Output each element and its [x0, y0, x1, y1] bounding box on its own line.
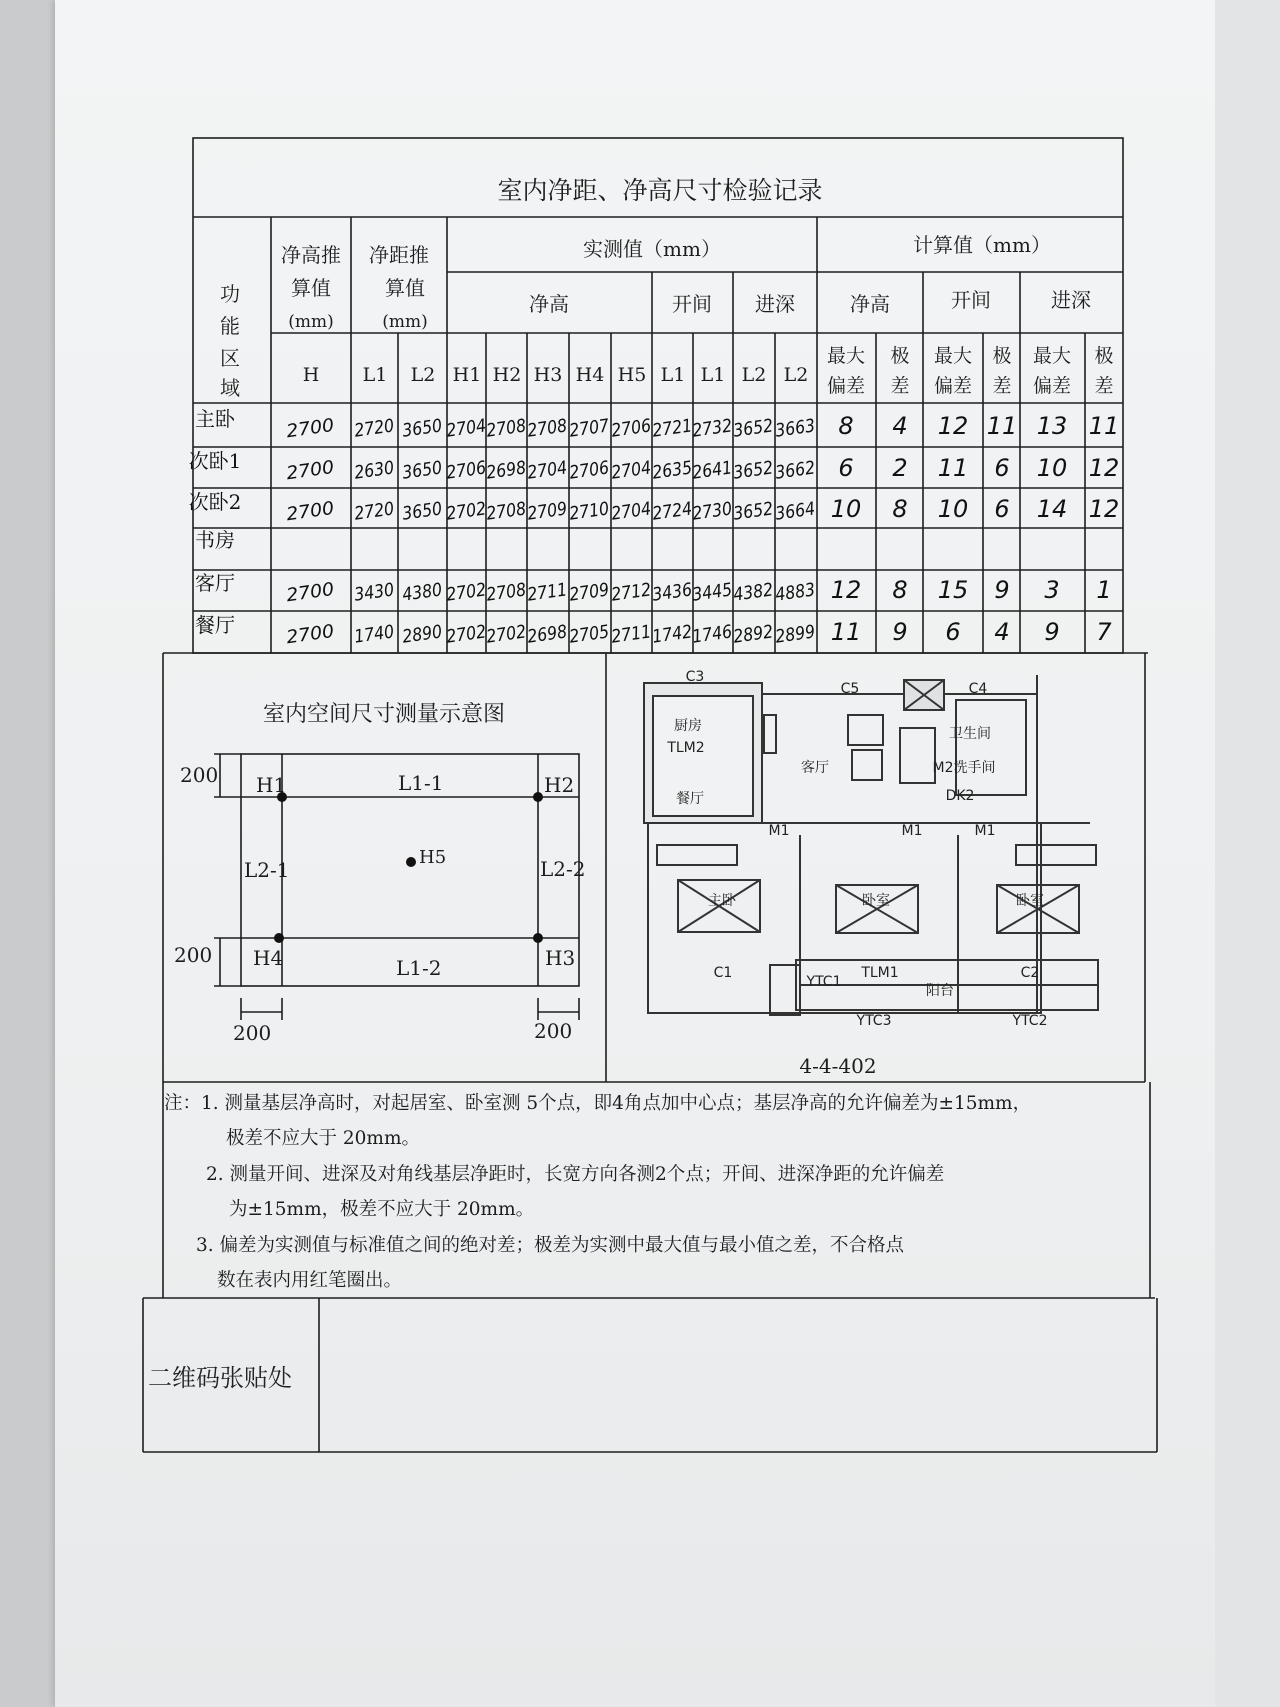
calc-sub-3-a: 极	[992, 345, 1012, 367]
cell-r1-c8: 2635	[650, 456, 700, 484]
svg-text:功: 功	[220, 282, 240, 306]
cell-r0-c3: 2704	[444, 414, 494, 442]
cell-r1-c14: 11	[937, 454, 969, 482]
calc-sub-5-a: 极	[1094, 345, 1114, 367]
col-code-0: H	[302, 364, 320, 386]
cell-r0-c7: 2706	[609, 414, 659, 442]
col-code-10: L2	[741, 364, 767, 386]
cell-r4-c5: 2711	[525, 578, 575, 606]
schematic-title: 室内空间尺寸测量示意图	[262, 702, 506, 727]
calc-sub-0-a: 最大	[826, 345, 866, 367]
plan-label-16: C1	[713, 965, 733, 981]
cell-r4-c17: 1	[1096, 576, 1112, 604]
dim-right: 200	[534, 1019, 573, 1043]
cell-r2-c5: 2709	[525, 497, 575, 525]
l-est-header-line2: 算值	[385, 276, 425, 300]
cell-r2-c9: 2730	[690, 497, 740, 525]
plan-label-10: M1	[768, 823, 790, 839]
cell-r2-c12: 10	[830, 495, 862, 523]
plan-label-18: C2	[1020, 965, 1040, 981]
cell-r4-c4: 2708	[484, 578, 534, 606]
plan-label-6: 卫生间	[949, 726, 991, 742]
cell-r1-c9: 2641	[690, 456, 740, 484]
col-code-2: L2	[410, 364, 436, 386]
col-code-11: L2	[783, 364, 809, 386]
col-code-4: H2	[492, 364, 522, 386]
measurement-schematic	[174, 702, 586, 1045]
calc-sub-2-a: 最大	[933, 345, 973, 367]
col-code-7: H5	[617, 364, 647, 386]
cell-r5-c10: 2892	[731, 620, 781, 648]
cell-r4-c3: 2702	[444, 578, 494, 606]
cell-r5-c4: 2702	[484, 620, 534, 648]
svg-text:能: 能	[220, 314, 240, 338]
l-est-header-line1: 净距推	[369, 243, 429, 267]
measured-header: 实测值（mm）	[583, 237, 721, 261]
cell-r4-c9: 3445	[690, 578, 740, 606]
calc-kaijian: 开间	[951, 288, 991, 312]
plan-label-17: TLM1	[861, 965, 899, 981]
cell-r1-c10: 3652	[731, 456, 781, 484]
row-area-5: 餐厅	[195, 613, 235, 637]
cell-r1-c16: 10	[1036, 454, 1068, 482]
label-h1: H1	[256, 773, 287, 797]
l-est-header-unit: (mm)	[382, 312, 428, 332]
plan-label-11: M1	[901, 823, 923, 839]
cell-r5-c3: 2702	[444, 620, 494, 648]
point-h2	[533, 792, 543, 802]
plan-label-21: YTC3	[856, 1013, 892, 1029]
area-header	[220, 282, 240, 400]
dim-left: 200	[233, 1021, 272, 1045]
calc-sub-3-b: 差	[992, 375, 1012, 397]
cell-r5-c13: 9	[892, 618, 908, 646]
calc-sub-4-b: 偏差	[1032, 375, 1072, 397]
cell-r2-c2: 3650	[400, 497, 450, 525]
svg-text:域: 域	[220, 376, 240, 400]
cell-r1-c4: 2698	[484, 456, 534, 484]
cell-r5-c1: 1740	[352, 620, 402, 648]
col-code-5: H3	[533, 364, 563, 386]
note-3-line-1: 3. 偏差为实测值与标准值之间的绝对差；极差为实测中最大值与最小值之差，不合格点	[196, 1235, 905, 1256]
cell-r5-c11: 2899	[773, 620, 823, 648]
plan-label-4: TLM2	[667, 740, 705, 756]
calc-sub-4-a: 最大	[1032, 345, 1072, 367]
plan-label-15: 卧室	[1016, 893, 1044, 909]
cell-r4-c15: 9	[994, 576, 1010, 604]
col-code-9: L1	[700, 364, 726, 386]
note-2-line-2: 为±15mm，极差不应大于 20mm。	[229, 1199, 535, 1220]
cell-r2-c4: 2708	[484, 497, 534, 525]
note-3-line-2: 数在表内用红笔圈出。	[217, 1270, 403, 1291]
plan-label-0: C3	[685, 669, 705, 685]
cell-r2-c13: 8	[892, 495, 908, 523]
cell-r0-c13: 4	[892, 412, 908, 440]
cell-r0-c15: 11	[986, 412, 1018, 440]
cell-r5-c5: 2698	[525, 620, 575, 648]
cell-r5-c9: 1746	[690, 620, 740, 648]
cell-r0-c9: 2732	[690, 414, 740, 442]
cell-r5-c16: 9	[1044, 618, 1060, 646]
calc-sub-1-b: 差	[890, 375, 910, 397]
cell-r2-c3: 2702	[444, 497, 494, 525]
plan-label-7: M2洗手间	[932, 760, 996, 776]
dim-bottom: 200	[174, 943, 213, 967]
plan-label-20: YTC1	[806, 974, 842, 990]
qr-code-area-label: 二维码张贴处	[148, 1364, 292, 1392]
calc-jinshen: 进深	[1051, 288, 1091, 312]
cell-r1-c13: 2	[892, 454, 908, 482]
plan-label-3: 厨房	[674, 718, 702, 734]
row-area-3: 书房	[195, 528, 235, 552]
cell-r0-c6: 2707	[567, 414, 617, 442]
measured-jinshen: 进深	[755, 292, 795, 316]
label-l1-1: L1-1	[398, 771, 444, 795]
cell-r4-c7: 2712	[609, 578, 659, 606]
plan-caption: 4-4-402	[799, 1054, 877, 1078]
cell-r5-c0: 2700	[285, 621, 334, 649]
cell-r0-c10: 3652	[731, 414, 781, 442]
cell-r1-c6: 2706	[567, 456, 617, 484]
cell-r5-c12: 11	[830, 618, 862, 646]
measured-kaijian: 开间	[672, 292, 712, 316]
label-l2-1: L2-1	[244, 858, 290, 882]
plan-label-14: 卧室	[862, 893, 890, 909]
plan-label-2: C4	[968, 681, 988, 697]
cell-r0-c16: 13	[1036, 412, 1068, 440]
cell-r4-c13: 8	[892, 576, 908, 604]
label-l2-2: L2-2	[540, 857, 586, 881]
note-1-line-1: 注：1. 测量基层净高时，对起居室、卧室测 5个点，即4角点加中心点；基层净高的允许偏差为±15mm，	[164, 1093, 1032, 1114]
cell-r4-c11: 4883	[773, 578, 823, 606]
cell-r4-c2: 4380	[400, 578, 450, 606]
cell-r0-c4: 2708	[484, 414, 534, 442]
cell-r0-c17: 11	[1088, 412, 1120, 440]
cell-r0-c8: 2721	[650, 414, 700, 442]
label-h2: H2	[544, 773, 575, 797]
plan-label-12: M1	[974, 823, 996, 839]
col-code-3: H1	[452, 364, 482, 386]
cell-r2-c11: 3664	[773, 497, 823, 525]
cell-r5-c8: 1742	[650, 620, 700, 648]
cell-r1-c2: 3650	[400, 456, 450, 484]
cell-r1-c1: 2630	[352, 456, 402, 484]
label-h4: H4	[253, 946, 284, 970]
cell-r1-c5: 2704	[525, 456, 575, 484]
point-h3	[533, 933, 543, 943]
calc-jinggao: 净高	[850, 292, 890, 316]
cell-r2-c0: 2700	[285, 498, 334, 526]
cell-r2-c16: 14	[1036, 495, 1068, 523]
cell-r2-c10: 3652	[731, 497, 781, 525]
cell-r5-c15: 4	[994, 618, 1010, 646]
cell-r1-c12: 6	[838, 454, 854, 482]
cell-r1-c7: 2704	[609, 456, 659, 484]
cell-r1-c0: 2700	[285, 457, 334, 485]
cell-r4-c6: 2709	[567, 578, 617, 606]
note-1-line-2: 极差不应大于 20mm。	[226, 1128, 421, 1149]
cell-r1-c15: 6	[994, 454, 1010, 482]
cell-r0-c14: 12	[937, 412, 969, 440]
note-2-line-1: 2. 测量开间、进深及对角线基层净距时，长宽方向各测2个点；开间、进深净距的允许偏差	[206, 1164, 945, 1185]
calc-header: 计算值（mm）	[913, 233, 1051, 257]
h-est-header-unit: (mm)	[288, 312, 334, 332]
col-code-1: L1	[362, 364, 388, 386]
form-title: 室内净距、净高尺寸检验记录	[497, 176, 823, 205]
plan-label-13: 主卧	[708, 893, 736, 909]
point-h4	[274, 933, 284, 943]
cell-r0-c12: 8	[838, 412, 854, 440]
plan-label-8: DK2	[945, 788, 975, 804]
plan-label-9: 餐厅	[676, 791, 704, 807]
cell-r4-c10: 4382	[731, 578, 781, 606]
h-est-header-line2: 算值	[291, 276, 331, 300]
calc-subheaders	[827, 344, 1114, 397]
plan-label-5: 客厅	[801, 760, 829, 776]
row-area-1: 次卧1	[188, 449, 242, 473]
h-est-header-line1: 净高推	[281, 243, 341, 267]
cell-r4-c8: 3436	[650, 578, 700, 606]
cell-r5-c7: 2711	[609, 620, 659, 648]
cell-r2-c8: 2724	[650, 497, 700, 525]
calc-sub-1-a: 极	[890, 345, 910, 367]
calc-sub-5-b: 差	[1094, 375, 1114, 397]
cell-r2-c6: 2710	[567, 497, 617, 525]
dim-top: 200	[180, 763, 219, 787]
cell-r1-c17: 12	[1088, 454, 1120, 482]
col-code-6: H4	[575, 364, 605, 386]
col-code-8: L1	[660, 364, 686, 386]
cell-r0-c5: 2708	[525, 414, 575, 442]
cell-r0-c0: 2700	[285, 415, 334, 443]
cell-r4-c1: 3430	[352, 578, 402, 606]
label-h5: H5	[419, 847, 447, 868]
cell-r0-c2: 3650	[400, 414, 450, 442]
svg-text:区: 区	[220, 346, 240, 370]
calc-sub-0-b: 偏差	[826, 375, 866, 397]
cell-r2-c14: 10	[937, 495, 969, 523]
cell-r2-c17: 12	[1088, 495, 1120, 523]
point-h5	[406, 857, 416, 867]
cell-r2-c15: 6	[994, 495, 1010, 523]
cell-r0-c11: 3663	[773, 414, 823, 442]
cell-r5-c17: 7	[1096, 618, 1112, 646]
cell-r5-c6: 2705	[567, 620, 617, 648]
plan-label-19: 阳台	[926, 983, 954, 999]
cell-r0-c1: 2720	[352, 414, 402, 442]
label-l1-2: L1-2	[396, 956, 442, 980]
plan-label-22: YTC2	[1012, 1013, 1048, 1029]
row-area-2: 次卧2	[188, 490, 242, 514]
cell-r1-c11: 3662	[773, 456, 823, 484]
calc-sub-2-b: 偏差	[933, 375, 973, 397]
cell-r4-c0: 2700	[285, 579, 334, 607]
cell-r4-c16: 3	[1044, 576, 1060, 604]
cell-r5-c2: 2890	[400, 620, 450, 648]
plan-label-1: C5	[840, 681, 860, 697]
label-h3: H3	[545, 946, 576, 970]
cell-r1-c3: 2706	[444, 456, 494, 484]
row-area-4: 客厅	[195, 571, 235, 595]
cell-r4-c12: 12	[830, 576, 862, 604]
cell-r4-c14: 15	[937, 576, 969, 604]
cell-r5-c14: 6	[945, 618, 961, 646]
row-area-0: 主卧	[195, 407, 235, 431]
cell-r2-c7: 2704	[609, 497, 659, 525]
measured-jinggao: 净高	[529, 292, 569, 316]
floor-plan	[644, 669, 1098, 1078]
cell-r2-c1: 2720	[352, 497, 402, 525]
